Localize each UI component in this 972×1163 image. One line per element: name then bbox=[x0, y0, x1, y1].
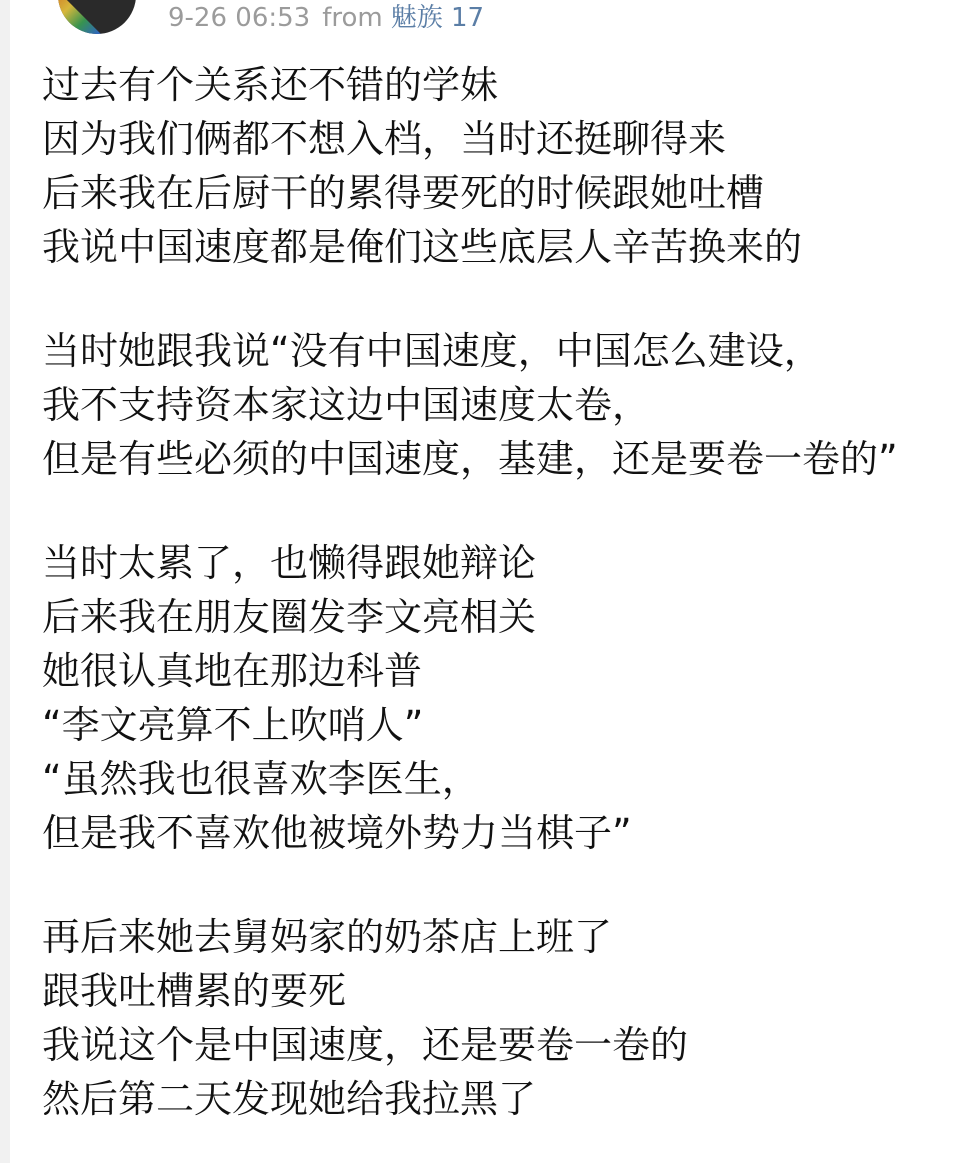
paragraph-gap bbox=[42, 274, 942, 324]
from-label: from bbox=[322, 3, 383, 33]
post-line: 跟我吐槽累的要死 bbox=[42, 969, 347, 1013]
paragraph-gap bbox=[42, 486, 942, 536]
device-source-link[interactable]: 魅族 17 bbox=[390, 3, 485, 33]
post-line: 但是有些必须的中国速度，基建，还是要卷一卷的” bbox=[42, 437, 898, 481]
post-line: 当时她跟我说“没有中国速度，中国怎么建设， bbox=[42, 329, 822, 373]
rainbow-flag-icon bbox=[58, 0, 136, 34]
post-line: 她很认真地在那边科普 bbox=[42, 649, 423, 693]
post-line: “虽然我也很喜欢李医生， bbox=[42, 757, 480, 801]
post-line: 后来我在后厨干的累得要死的时候跟她吐槽 bbox=[42, 171, 765, 215]
avatar[interactable] bbox=[58, 0, 136, 34]
post-line: 再后来她去舅妈家的奶茶店上班了 bbox=[42, 915, 613, 959]
post-line: 然后第二天发现她给我拉黑了 bbox=[42, 1077, 537, 1121]
post-timestamp: 9-26 06:53 bbox=[168, 3, 311, 33]
post-body bbox=[42, 58, 942, 1126]
post-line: 我说中国速度都是俺们这些底层人辛苦换来的 bbox=[42, 225, 803, 269]
left-edge-bar bbox=[0, 0, 10, 1163]
post-line: 因为我们俩都不想入档，当时还挺聊得来 bbox=[42, 117, 727, 161]
post-line: 我说这个是中国速度，还是要卷一卷的 bbox=[42, 1023, 689, 1067]
post-line: 但是我不喜欢他被境外势力当棋子” bbox=[42, 811, 632, 855]
post-meta bbox=[168, 0, 484, 36]
paragraph-gap bbox=[42, 860, 942, 910]
post-line: 后来我在朋友圈发李文亮相关 bbox=[42, 595, 537, 639]
post-line: 我不支持资本家这边中国速度太卷， bbox=[42, 383, 651, 427]
post-line: 当时太累了，也懒得跟她辩论 bbox=[42, 541, 537, 585]
post-line: 过去有个关系还不错的学妹 bbox=[42, 63, 499, 107]
post-line: “李文亮算不上吹哨人” bbox=[42, 703, 424, 747]
